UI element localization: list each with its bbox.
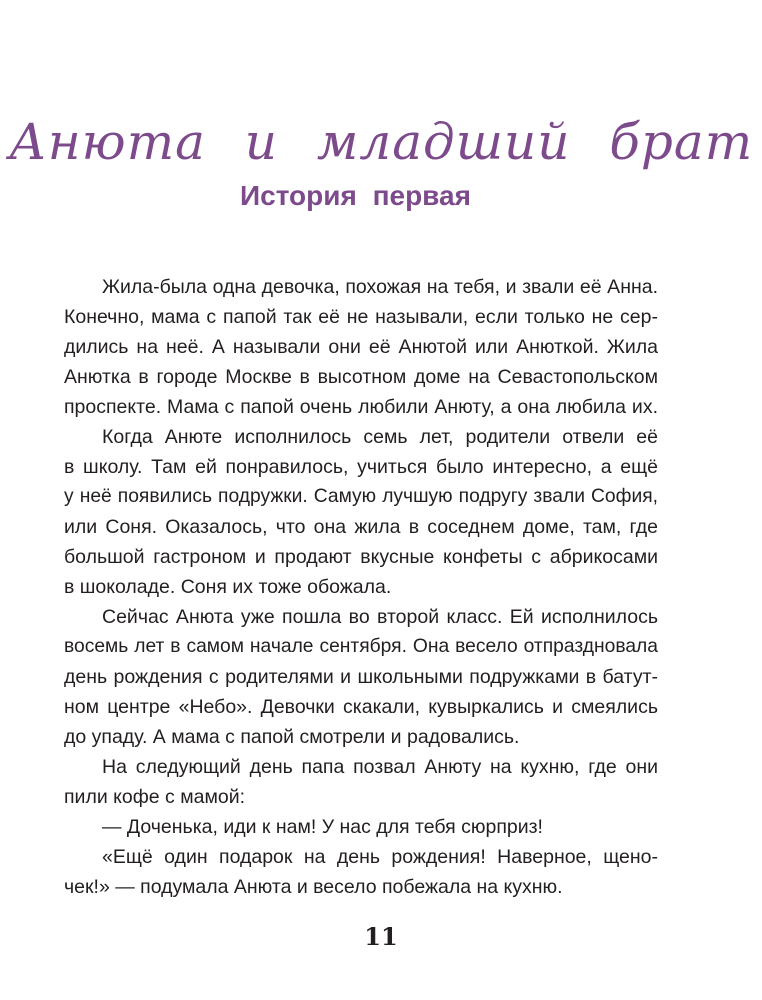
text-line: у неё появились подружки. Самую лучшую подругу звали София, (64, 486, 658, 507)
text-line: Сейчас Анюта уже пошла во второй класс. Ей исполнилось (102, 606, 658, 628)
text-line: Жила-была одна девочка, похожая на тебя, и звали её Анна. (102, 276, 658, 298)
text-line: дились на неё. А называли они её Анютой или Анюткой. Жила (64, 336, 658, 358)
text-line: ном центре «Небо». Девочки скакали, кувыркались и смеялись (64, 696, 658, 718)
text-line: восемь лет в самом начале сентября. Она весело отпраздновала (64, 636, 658, 657)
text-line: Когда Анюте исполнилось семь лет, родители отвели её (102, 426, 658, 448)
text-line: Анютка в городе Москве в высотном доме на Севастопольском (64, 366, 658, 388)
text-line: Конечно, мама с папой так её не называли, если только не сер- (64, 306, 658, 328)
text-line: На следующий день папа позвал Анюту на кухню, где они (102, 756, 658, 778)
text-line: день рождения с родителями и школьными подружками в батут- (64, 666, 658, 688)
subtitle-container (240, 178, 471, 214)
chapter-subtitle: История первая (240, 180, 471, 211)
text-line: в шоколаде. Соня их тоже обожала. (64, 576, 392, 598)
chapter-title: Анюта и младший брат (8, 113, 754, 171)
text-line: в школу. Там ей понравилось, учиться было интересно, а ещё (64, 456, 658, 478)
text-line: — Доченька, иди к нам! У нас для тебя сюрприз! (102, 816, 543, 838)
text-line: большой гастроном и продают вкусные конфеты с абрикосами (64, 546, 658, 568)
text-line: пили кофе с мамой: (64, 786, 246, 808)
text-line: «Ещё один подарок на день рождения! Наверное, щено- (102, 846, 658, 868)
page-number: 11 (364, 922, 398, 951)
text-line: чек!» — подумала Анюта и весело побежала на кухню. (64, 876, 563, 898)
story-text (64, 272, 658, 902)
text-line: до упаду. А мама с папой смотрели и радовались. (64, 726, 520, 748)
text-line: проспекте. Мама с папой очень любили Анюту, а она любила их. (64, 396, 658, 418)
text-line: или Соня. Оказалось, что она жила в соседнем доме, там, где (64, 516, 658, 538)
